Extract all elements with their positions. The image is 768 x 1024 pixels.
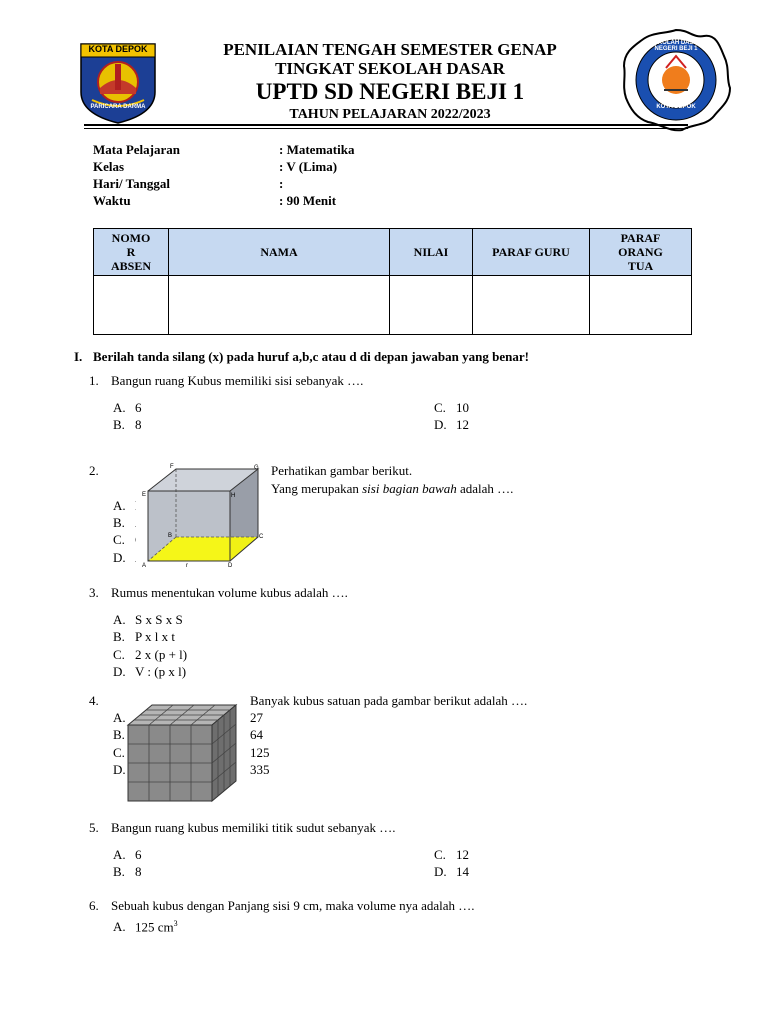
q1-option-a[interactable]	[113, 400, 142, 416]
option-text: 12	[456, 847, 469, 862]
option-letter: A.	[113, 400, 126, 415]
school-logo-text: SEKOLAH DASAR NEGERI BEJI 1	[649, 40, 703, 52]
q4-letter-c[interactable]: C.	[113, 745, 125, 760]
q4-value-d[interactable]: 335	[250, 762, 270, 777]
info-key: Kelas	[93, 159, 125, 174]
option-letter: A.	[113, 919, 126, 935]
header-rule-thin	[84, 128, 688, 129]
score-table-header	[94, 229, 692, 276]
vertex-label-r: r	[186, 563, 188, 569]
option-text: P x l x t	[135, 629, 175, 644]
q5-text: Bangun ruang kubus memiliki titik sudut sebanyak ….	[111, 820, 396, 835]
q5-number: 5.	[89, 820, 99, 835]
header-nama: NAMA	[169, 229, 390, 276]
header-rule	[84, 124, 688, 126]
option-letter: C.	[113, 532, 125, 547]
q2-line2-emphasis: sisi bagian bawah	[362, 481, 457, 496]
exam-title: PENILAIAN TENGAH SEMESTER GENAP	[223, 40, 557, 59]
option-text: 6	[135, 847, 142, 862]
q3-option-d[interactable]	[113, 664, 186, 680]
q2-line2-post: adalah ….	[456, 481, 514, 496]
q3-option-b[interactable]	[113, 629, 175, 645]
q6-number: 6.	[89, 898, 99, 913]
info-key: Hari/ Tanggal	[93, 176, 170, 191]
school-name: UPTD SD NEGERI BEJI 1	[255, 79, 525, 104]
option-superscript: 3	[173, 919, 178, 928]
q4-letter-a[interactable]: A.	[113, 710, 126, 725]
vertex-label-e: E	[142, 492, 147, 498]
option-text: 14	[456, 864, 469, 879]
info-value: : Matematika	[279, 142, 355, 157]
q4-letter-d[interactable]: D.	[113, 762, 126, 777]
option-text: 10	[456, 400, 469, 415]
option-letter: B.	[113, 515, 125, 530]
option-text: V : (p x l)	[135, 664, 187, 679]
q1-text: Bangun ruang Kubus memiliki sisi sebanyak ….	[111, 373, 364, 388]
q2-line1: Perhatikan gambar berikut.	[271, 463, 413, 478]
option-letter: A.	[113, 612, 126, 627]
q4-letter-b[interactable]: B.	[113, 727, 125, 742]
header-paraf-orang-tua: PARAF ORANG TUA	[590, 229, 692, 276]
q2-line2	[271, 481, 513, 497]
section-number: I.	[74, 349, 83, 364]
vertex-label-d: D	[228, 563, 233, 569]
cell-nama[interactable]	[169, 276, 390, 335]
option-letter: B.	[113, 629, 125, 644]
kota-depok-logo	[78, 42, 158, 124]
option-letter: C.	[113, 647, 125, 662]
option-letter: A.	[113, 847, 126, 862]
q3-option-a[interactable]	[113, 612, 183, 628]
q3-option-c[interactable]	[113, 647, 187, 663]
q6-text: Sebuah kubus dengan Panjang sisi 9 cm, maka volume nya adalah ….	[111, 898, 475, 913]
school-logo-city: KOTA DEPOK	[656, 104, 696, 110]
q4-value-a[interactable]: 27	[250, 710, 263, 725]
vertex-label-c: C	[259, 534, 264, 540]
cell-nilai[interactable]	[390, 276, 473, 335]
vertex-label-g: G	[254, 465, 259, 471]
q5-option-b[interactable]	[113, 864, 142, 880]
q3-text: Rumus menentukan volume kubus adalah ….	[111, 585, 348, 600]
header-nomor-absen: NOMO R ABSEN	[94, 229, 169, 276]
option-letter: B.	[113, 864, 125, 879]
info-value: : V (Lima)	[279, 159, 338, 174]
option-letter: D.	[113, 664, 126, 679]
vertex-label-f: F	[170, 464, 174, 470]
info-value: :	[279, 176, 284, 191]
q6-option-a[interactable]	[113, 916, 178, 935]
option-letter: A.	[113, 498, 126, 513]
vertex-label-b: B	[168, 533, 173, 539]
vertex-label-h: H	[231, 493, 236, 499]
q5-option-a[interactable]	[113, 847, 142, 863]
academic-year: TAHUN PELAJARAN 2022/2023	[289, 107, 491, 122]
q4-value-b[interactable]: 64	[250, 727, 263, 742]
q1-option-c[interactable]	[434, 400, 469, 416]
option-text: 2 x (p + l)	[135, 647, 188, 662]
option-letter: D.	[434, 864, 447, 879]
q1-number: 1.	[89, 373, 99, 388]
q3-number: 3.	[89, 585, 99, 600]
cell-paraf-guru[interactable]	[473, 276, 590, 335]
info-value: : 90 Menit	[279, 193, 337, 208]
cube-grid-figure	[128, 705, 238, 801]
option-text: 8	[135, 417, 142, 432]
q2-number: 2.	[89, 463, 99, 478]
option-letter: D.	[434, 417, 447, 432]
cube-figure	[136, 461, 266, 569]
q2-line2-pre: Yang merupakan	[271, 481, 363, 496]
q4-number: 4.	[89, 693, 99, 708]
kota-depok-logo-text: KOTA DEPOK	[88, 44, 148, 54]
kota-depok-motto: PARICARA DARMA	[90, 104, 146, 110]
option-text: 8	[135, 864, 142, 879]
option-letter: C.	[434, 847, 446, 862]
q5-option-d[interactable]	[434, 864, 469, 880]
header-nilai: NILAI	[390, 229, 473, 276]
vertex-label-a: A	[142, 563, 147, 569]
info-key: Waktu	[93, 193, 131, 208]
q1-option-d[interactable]	[434, 417, 469, 433]
score-table	[93, 228, 692, 335]
option-text: S x S x S	[135, 612, 183, 627]
exam-level: TINGKAT SEKOLAH DASAR	[275, 59, 505, 78]
header-paraf-guru: PARAF GURU	[473, 229, 590, 276]
score-table-row	[94, 276, 692, 335]
option-text: 6	[135, 400, 142, 415]
option-letter: C.	[434, 400, 446, 415]
q5-option-c[interactable]	[434, 847, 469, 863]
info-key: Mata Pelajaran	[93, 142, 181, 157]
q4-text: Banyak kubus satuan pada gambar berikut adalah ….	[250, 693, 528, 708]
cell-nomor-absen[interactable]	[94, 276, 169, 335]
section-instruction: Berilah tanda silang (x) pada huruf a,b,c atau d di depan jawaban yang benar!	[93, 349, 529, 364]
q4-value-c[interactable]: 125	[250, 745, 270, 760]
q1-option-b[interactable]	[113, 417, 142, 433]
option-text: 125 cm	[135, 919, 174, 935]
option-letter: D.	[113, 550, 126, 565]
option-text: 12	[456, 417, 469, 432]
cell-paraf-orang-tua[interactable]	[590, 276, 692, 335]
option-letter: B.	[113, 417, 125, 432]
